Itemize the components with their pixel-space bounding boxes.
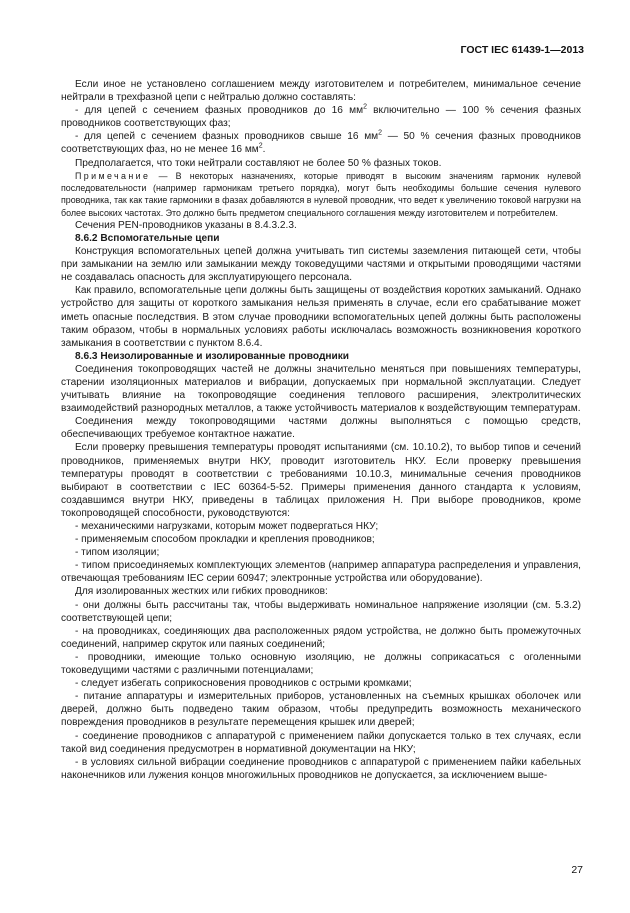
- note-text: — В некоторых назначениях, которые приводят в высоким значениям гармоник нулевой последовательности (например гармоникам третьего порядка), могут быть необходимы большие сечения нулевого проводника, так как такие гармоники в фазах добавляются в нулевой проводник, что ведет к увеличению токовой нагрузки на более высоких частотах. Это должно быть предметом специального соглашения между изготовителем и потребителем.: [61, 170, 581, 218]
- paragraph-conductor-selection: Если проверку превышения температуры проводят испытаниями (см. 10.10.2), то выбор типов и сечений проводников, применяемых внутри НКУ, проводит изготовитель НКУ. Если проверку превышения температуры проводят в соответствии с требованиями 10.10.3, минимальные сечения проводников выбирают в соответствии с IEC 60364-5-52. Примеры применения данного стандарта к условиям, создавшимся внутри НКУ, приведены в таблицах приложения H. При выборе проводников, кроме токопроводящей способности, руководствуются:: [61, 442, 581, 519]
- section-heading-8-6-2: 8.6.2 Вспомогательные цепи: [75, 232, 220, 244]
- text-fragment: включительно — 100 % сечения фазных проводников соответствующих фаз;: [61, 105, 582, 130]
- list-item: - типом присоединяемых комплектующих элементов (например аппаратура распределения и управления, отвечающая требованиям IEC серии 60947; электронные устройства или оборудование).: [61, 560, 581, 585]
- paragraph-aux-protection: Как правило, вспомогательные цепи должны быть защищены от воздействия коротких замыканий. Однако устройство для защиты от короткого замыкания нельзя применять в случае, если его срабатывание может иметь опасные последствия. В этом случае проводники вспомогательных цепей должны быть расположены таким образом, чтобы в нормальных условиях работы исключалась возможность возникновения короткого замыкания в соответствии с пунктом 8.6.4.: [61, 285, 581, 349]
- paragraph-insulated: Для изолированных жестких или гибких проводников:: [75, 586, 328, 598]
- text-fragment: — 50 % сечения фазных проводников соответствующих фаз, но не менее 16 мм: [61, 131, 581, 156]
- list-item: - в условиях сильной вибрации соединение проводников с аппаратурой с применением пайки кабельных наконечников или лужения концов многожильных проводников не допускается, за исключением выше-: [61, 756, 581, 781]
- list-item-above-16: [61, 130, 581, 156]
- list-item: - питание аппаратуры и измерительных приборов, установленных на съемных крышках оболочек или дверей, должно быть подведено таким образом, чтобы предупредить возможность механического повреждения проводников в результате перемещения крышек или дверей;: [61, 691, 581, 729]
- list-item: - следует избегать соприкосновения проводников с острыми кромками;: [75, 678, 412, 690]
- note: [61, 170, 581, 219]
- list-item: - механическими нагрузками, которым может подвергаться НКУ;: [75, 521, 379, 532]
- list-item: - типом изоляции;: [75, 547, 160, 559]
- paragraph-assumption: Предполагается, что токи нейтрали составляют не более 50 % фазных токов.: [75, 157, 442, 169]
- list-item: - на проводниках, соединяющих два расположенных рядом устройства, не должно быть промежуточных соединений, например скруток или паяных соединений;: [61, 625, 581, 650]
- superscript: 2: [258, 143, 263, 151]
- document-body: [61, 78, 581, 782]
- text-fragment: - для цепей с сечением фазных проводников до 16 мм: [75, 105, 364, 117]
- superscript: 2: [378, 130, 383, 137]
- text-fragment: .: [262, 144, 266, 156]
- paragraph-connections: Соединения токопроводящих частей не должны значительно меняться при повышениях температуры, старении изоляционных материалов и вибрации, допускаемых при нормальной эксплуатации. Следует учитывать влияние на токопроводящие соединения теплового расширения, электролитических взаимодействий разнородных металлов, а также устойчивость материалов к воздействующим температурам.: [61, 363, 581, 415]
- text-fragment: - для цепей с сечением фазных проводников свыше 16 мм: [75, 131, 379, 143]
- superscript: 2: [363, 103, 367, 111]
- standard-header: ГОСТ IEC 61439-1—2013: [460, 44, 584, 56]
- paragraph-neutral-section: Если иное не установлено соглашением между изготовителем и потребителем, минимальное сечение нейтрали в трехфазной цепи с нейтралью должно составлять:: [61, 79, 581, 104]
- list-item: - они должны быть рассчитаны так, чтобы выдерживать номинальное напряжение изоляции (см. 5.3.2) соответствующей цепи;: [61, 599, 581, 624]
- list-item: - применяемым способом прокладки и крепления проводников;: [75, 534, 375, 546]
- paragraph-contact-pressure: Соединения между токопроводящими частями должны выполняться с помощью средств, обеспечивающих требуемое контактное нажатие.: [61, 416, 581, 441]
- section-heading-8-6-3: 8.6.3 Неизолированные и изолированные проводники: [75, 350, 350, 362]
- list-item: - проводники, имеющие только основную изоляцию, не должны соприкасаться с оголенными токоведущими частями с различными потенциалами;: [61, 651, 581, 677]
- paragraph-aux-design: Конструкция вспомогательных цепей должна учитывать тип системы заземления питающей сети, чтобы при замыкании на землю или замыкании между токоведущими частями и открытыми проводящими частями не создавалась опасность для эксплуатирующего персонала.: [61, 246, 581, 284]
- note-label: Примечание: [75, 170, 151, 181]
- list-item: - соединение проводников с аппаратурой с применением пайки допускается только в тех случаях, если такой вид соединения предусмотрен в нормативной документации на НКУ;: [61, 730, 581, 755]
- paragraph-pen: Сечения PEN-проводников указаны в 8.4.3.2.3.: [75, 219, 297, 231]
- list-item-up-to-16: [61, 104, 581, 130]
- page-number: 27: [571, 864, 583, 876]
